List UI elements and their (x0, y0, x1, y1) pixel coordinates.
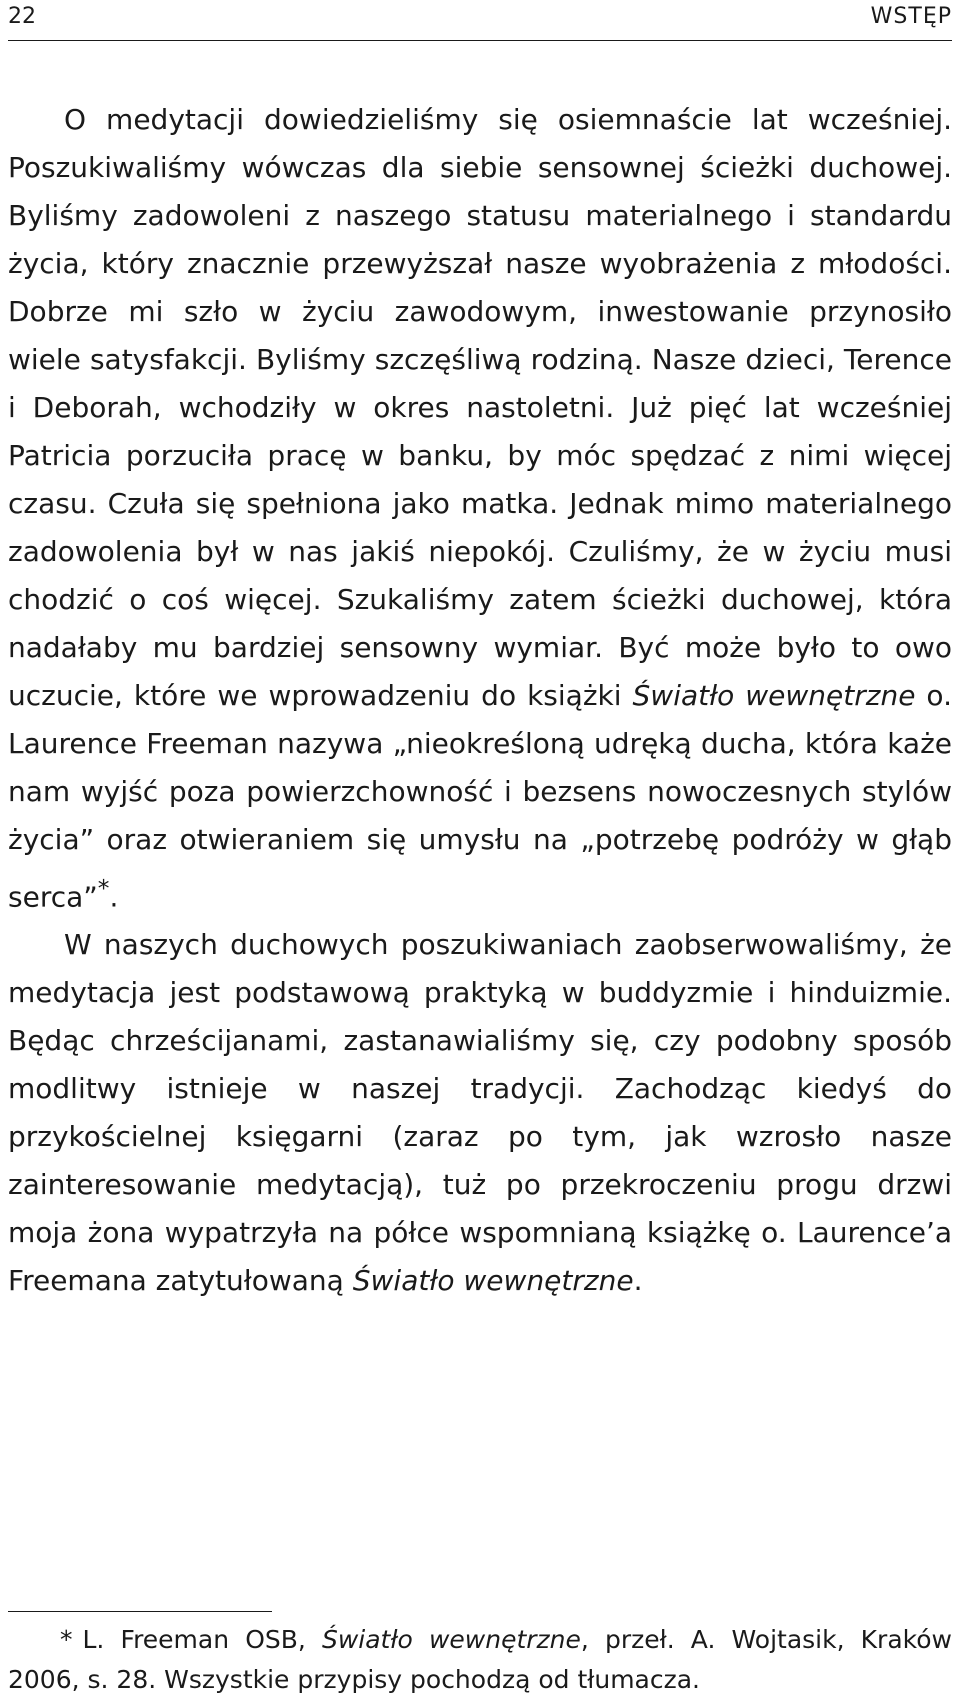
paragraph-text: . (109, 880, 119, 914)
footnote-text: L. Freeman OSB, (82, 1625, 322, 1654)
book-title: Światło wewnętrzne (352, 1264, 634, 1298)
page-number: 22 (8, 4, 36, 29)
paragraph-text: O medytacji dowiedzieliśmy się osiemnaście lat wcześniej. Poszukiwaliśmy wówczas dla siebie sensownej ścieżki duchowej. Byliśmy zadowoleni z naszego statusu materialnego i standardu życia, który znacznie przewyższał nasze wyobrażenia z młodości. Dobrze mi szło w życiu zawodowym, inwestowanie przynosiło wiele satysfakcji. Byliśmy szczęśliwą rodziną. Nasze dzieci, Terence i Deborah, wchodziły w okres nastoletni. Już pięć lat wcześniej Patricia porzuciła pracę w banku, by móc spędzać z nimi więcej czasu. Czuła się spełniona jako matka. Jednak mimo materialnego zadowolenia był w nas jakiś niepokój. Czuliśmy, że w życiu musi chodzić o coś więcej. Szukaliśmy zatem ścieżki duchowej, która nadałaby mu bardziej sensowny wymiar. Być może było to owo uczucie, które we wprowadzeniu do książki (8, 103, 952, 712)
footnote-mark: * (60, 1625, 73, 1654)
footnote-book-title: Światło wewnętrzne (321, 1625, 581, 1654)
paragraph-text: . (633, 1264, 643, 1298)
page-header (8, 0, 952, 41)
paragraph-text: W naszych duchowych poszukiwaniach zaobserwowaliśmy, że medytacja jest podstawową praktyką w buddyzmie i hinduizmie. Będąc chrześcijanami, zastanawialiśmy się, czy podobny sposób modlitwy istnieje w naszej tradycji. Zachodząc kiedyś do przykościelnej księgarni (zaraz po tym, jak wzrosło nasze zainteresowanie medytacją), tuż po przekroczeniu progu drzwi moja żona wypatrzyła na półce wspomnianą książkę o. Laurence’a Freemana zatytułowaną (8, 928, 952, 1298)
footnote (8, 1620, 952, 1700)
paragraph (8, 96, 952, 921)
footnote-reference: * (97, 874, 110, 902)
paragraph-text: o. Laurence Freeman nazywa „nieokreśloną udręką ducha, która każe nam wyjść poza powierzchowność i bezsens nowoczesnych stylów życia” oraz otwieraniem się umysłu na „potrzebę podróży w głąb serca” (8, 679, 952, 914)
footnote-text: , przeł. A. Wojtasik, Kraków 2006, s. 28. Wszystkie przypisy pochodzą od tłumacza. (8, 1625, 952, 1694)
book-title: Światło wewnętrzne (632, 679, 916, 712)
footnote-divider (8, 1611, 272, 1612)
paragraph (8, 921, 952, 1305)
running-head: WSTĘP (870, 4, 952, 29)
body-text (8, 96, 952, 1305)
